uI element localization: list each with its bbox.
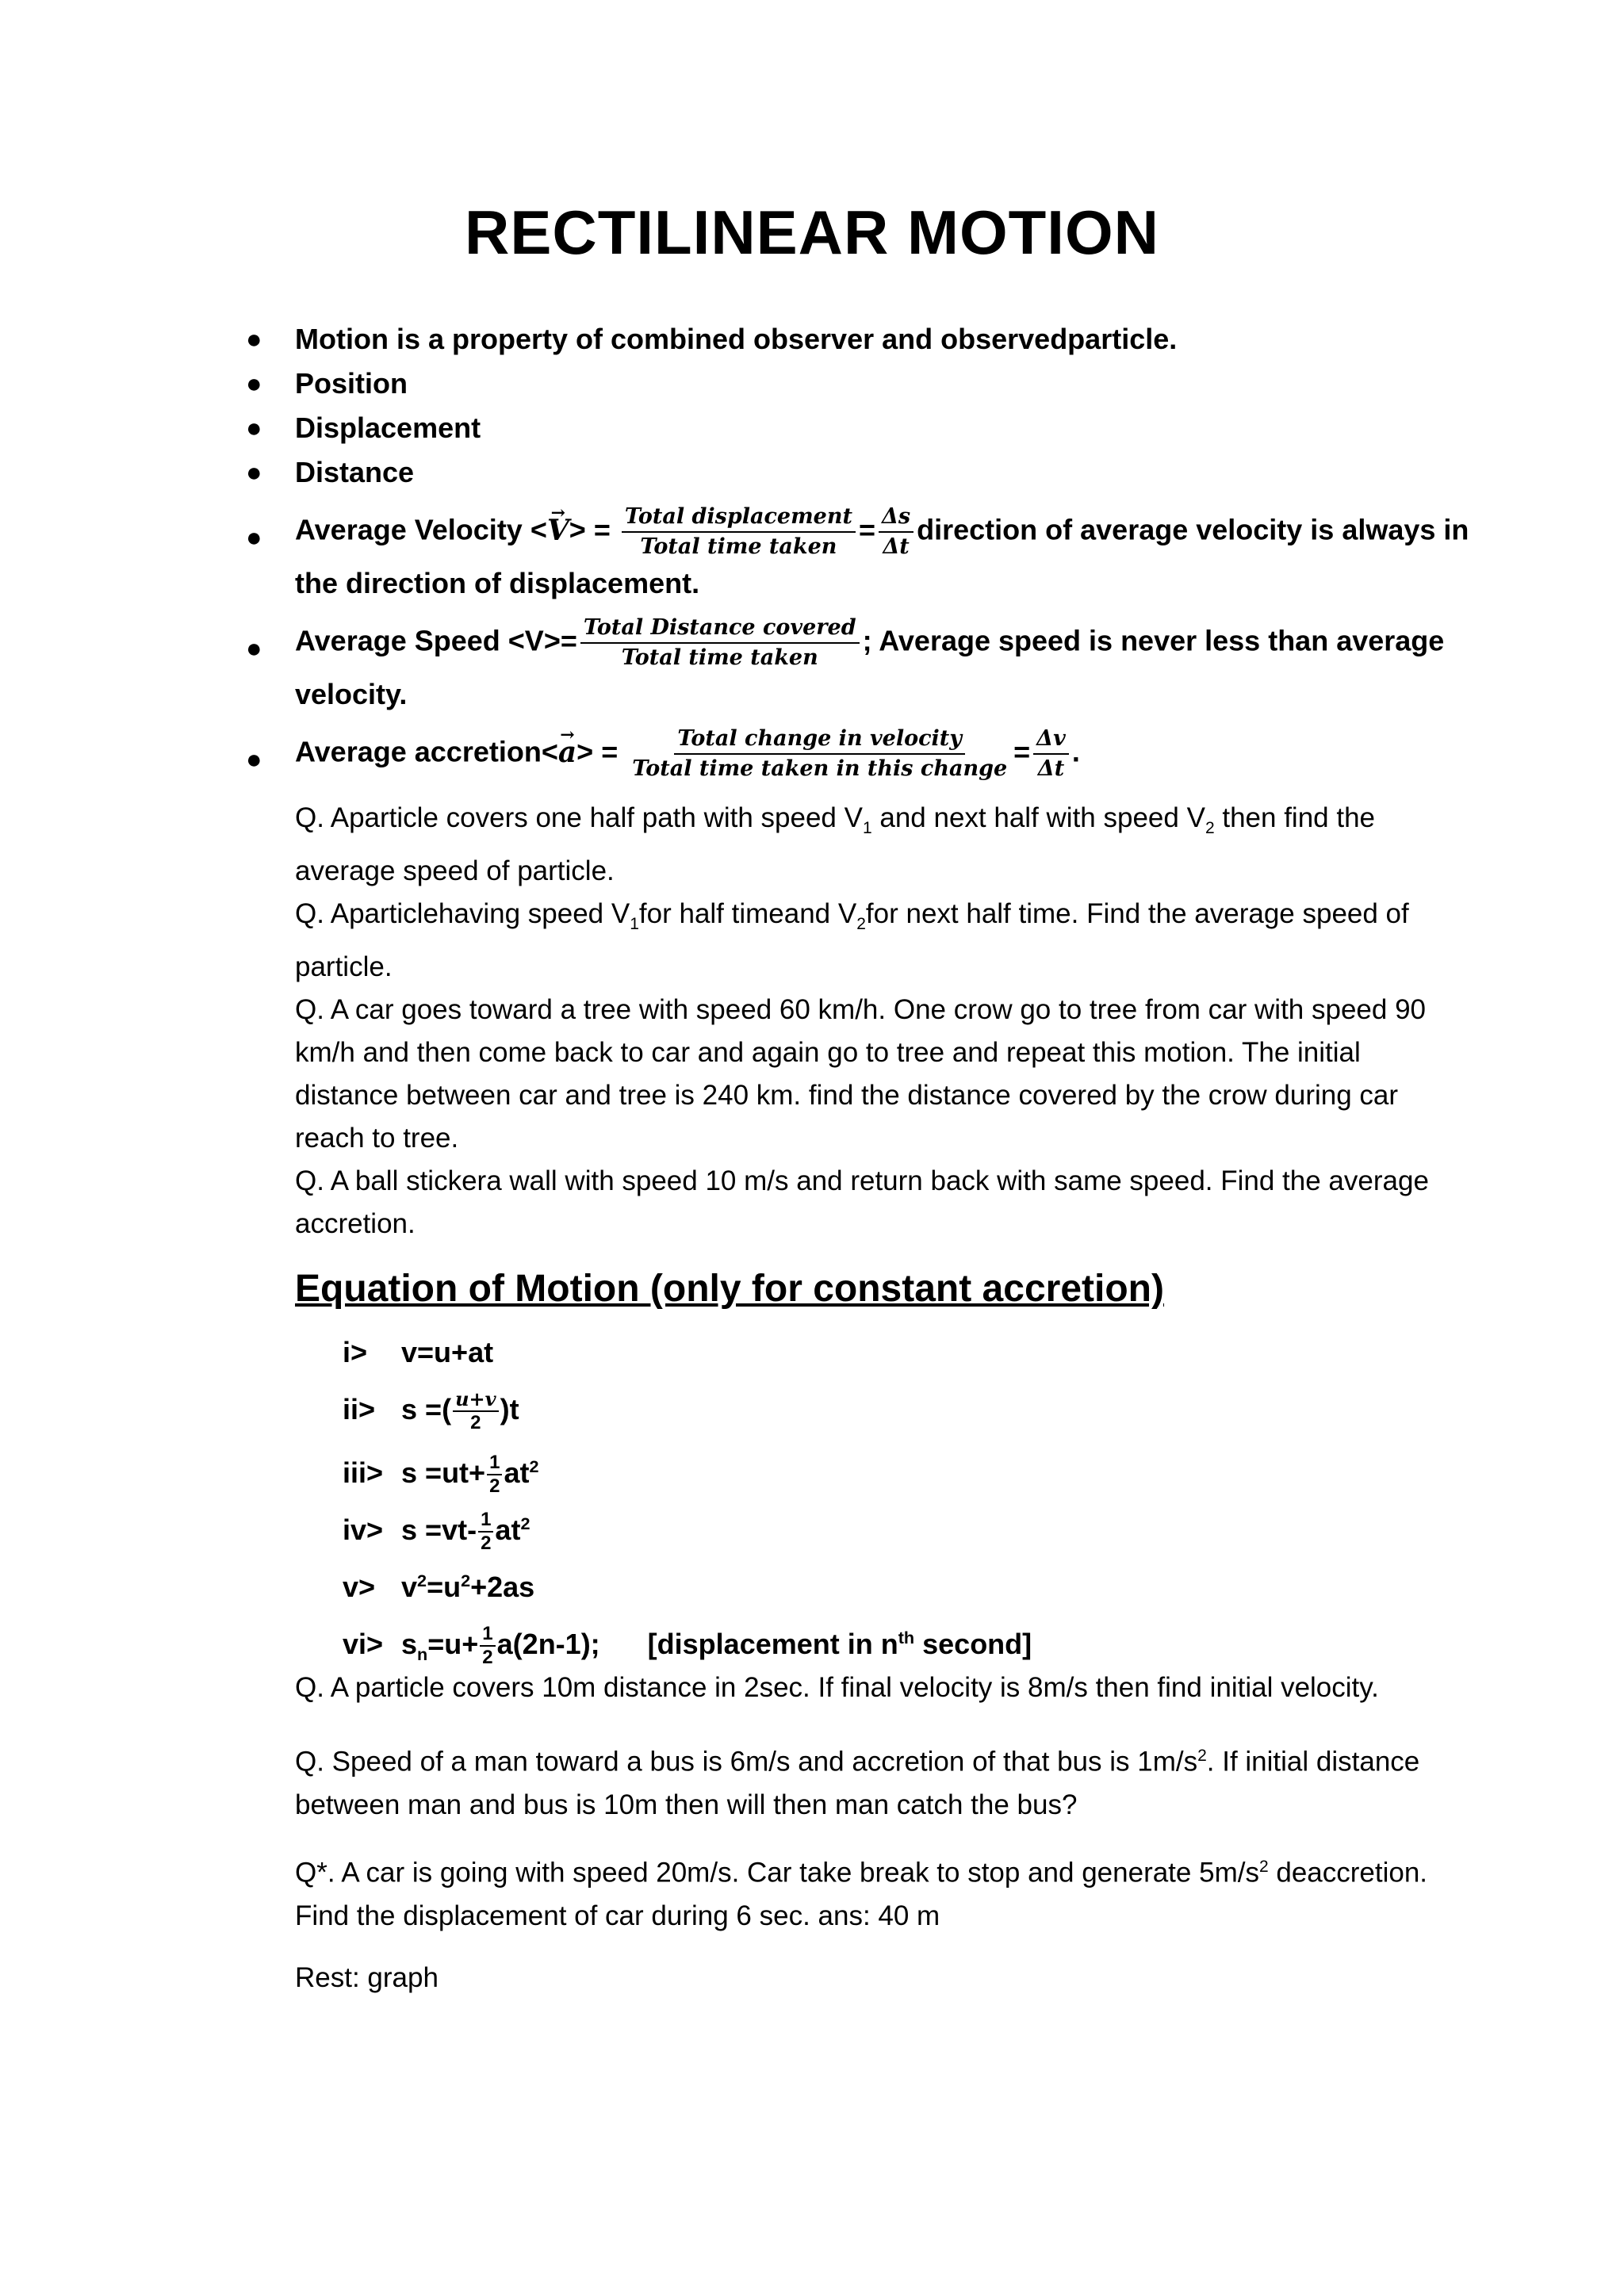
equation-row: iv> s =vt- $\frac{1}{2}$ $at^2$	[343, 1509, 530, 1555]
question-item: Q. Speed of a man toward a bus is 6m/s and accretion of that bus is $1m/s^2$. If initial distance between man and bus is 10m then will then man catch the bus?	[295, 1746, 1420, 1820]
equation-row: $vi> s_n=u+$ $\frac{1}{2}$ a(2n-1); [displacement in $n^{th}$ second]	[343, 1623, 1032, 1669]
avg-speed-item: ● Average Speed <V>= $\frac{\text{Total Distance covered}}{\text{Total time taken}}$ ; Average speed is never less than average velocity.	[246, 615, 1445, 710]
fraction: $\frac{\text{Total Distance covered}}{\text{Total time taken}}$	[580, 614, 860, 672]
avg-velocity-item: ● Average Velocity <V →> = $\frac{\text{Total displacement}}{\text{Total time taken}}$ = $\frac{\Delta s}{\Delta t}$ direction of average velocity is always in the direction of displacement.	[238, 503, 1475, 606]
bullet-icon: ●	[246, 324, 262, 354]
fraction: $\frac{\Delta s}{\Delta t}$	[879, 503, 914, 561]
list-item: ● Displacement	[238, 406, 1475, 450]
accretion-vector-symbol: a →	[558, 730, 576, 775]
equations-list	[343, 1324, 1032, 1667]
avg-accretion-item: ● Average accretion<a →> = $\frac{\text{Total change in velocity}}{\text{Total time taken in this change}}$ = $\frac{\Delta v}{\Delta t}$ .	[238, 725, 1475, 783]
page-title: RECTILINEAR MOTION	[465, 197, 1159, 267]
list-item: ● Position	[238, 362, 1475, 406]
list-item: ● Motion is a property of combined observer and observedparticle.	[238, 317, 1475, 362]
question-item: Q. A ball stickera wall with speed 10 m/s and return back with same speed. Find the average accretion.	[295, 1165, 1429, 1239]
equation-row: ii> s =( $\frac{u+v}{2}$ )t	[343, 1387, 519, 1434]
question-item: Q. Aparticlehaving speed $V_1for$ half timeand $V_2for$ next half time. Find the average speed of particle.	[295, 898, 1409, 982]
bullet-icon: ●	[246, 413, 262, 443]
section-heading: Equation of Motion (only for constant accretion)	[295, 1268, 1164, 1310]
fraction: $\frac{\Delta v}{\Delta t}$	[1033, 725, 1069, 783]
question-item: Q. A car goes toward a tree with speed 60 km/h. One crow go to tree from car with speed 90 km/h and then come back to car and again go to tree and repeat this motion. The initial distance between car and tree is 240 km. find the distance covered by the crow during car reach to tree.	[295, 994, 1426, 1154]
fraction: $\frac{\text{Total displacement}}{\text{Total time taken}}$	[622, 503, 856, 561]
equation-row: iii> s =ut+ $\frac{1}{2}$ $at^2$	[343, 1452, 539, 1498]
question-item: Q. Aparticle covers one half path with speed $V_1$ and next half with speed $V_2$ then find the average speed of particle.	[295, 802, 1376, 886]
equation-note: [displacement in $n^{th}$ second]	[647, 1628, 1032, 1660]
fraction: $\frac{u+v}{2}$	[453, 1388, 499, 1434]
question-list	[295, 797, 1453, 1246]
bullet-icon: ●	[246, 457, 262, 488]
bullet-icon: ●	[246, 633, 262, 664]
equation-row: i> v=u+at	[343, 1336, 494, 1368]
list-item: ● Distance	[238, 450, 1475, 495]
fraction: $\frac{1}{2}$	[487, 1452, 502, 1498]
fraction: $\frac{1}{2}$	[478, 1509, 493, 1555]
definitions-list	[238, 317, 1475, 783]
bullet-icon: ●	[246, 369, 262, 399]
fraction: $\frac{1}{2}$	[480, 1623, 495, 1669]
question-item: Q*. A car is going with speed 20m/s. Car take break to stop and generate $5m/s^2$ deaccretion. Find the displacement of car during 6 sec. ans: 40 m	[295, 1857, 1428, 1931]
rest-note: Rest: graph	[295, 1962, 439, 1993]
fraction: $\frac{\text{Total change in velocity}}{\text{Total time taken in this change}}$	[632, 726, 1008, 781]
bullet-icon: ●	[246, 744, 262, 775]
question-item: Q. A particle covers 10m distance in 2sec. If final velocity is 8m/s then find initial velocity.	[295, 1672, 1379, 1703]
equation-row: $v> v^2=u^2+2as$	[343, 1571, 535, 1603]
bullet-icon: ●	[246, 522, 262, 553]
velocity-vector-symbol: V →	[547, 508, 569, 553]
